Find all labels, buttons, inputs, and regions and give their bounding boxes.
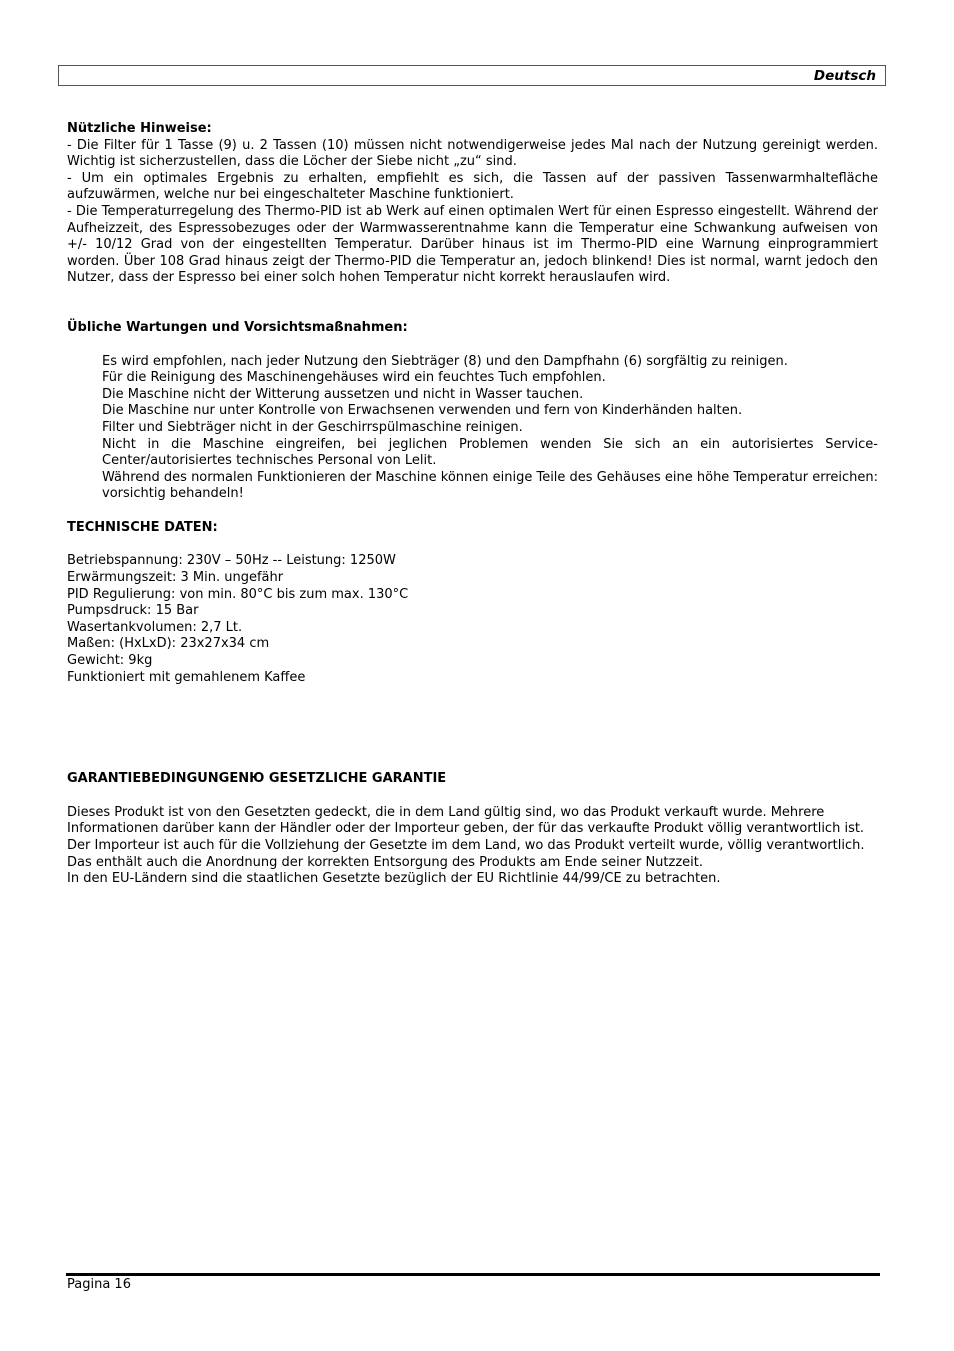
- technical-line: Wasertankvolumen: 2,7 Lt.: [67, 619, 243, 635]
- hints-item: - Um ein optimales Ergebnis zu erhalten, empfiehlt es sich, die Tassen auf der passiven Tassenwarmhaltefläche aufzuwärmen, welche nur bei eingeschalteter Maschine funktioniert.: [67, 170, 878, 203]
- page-header: [58, 65, 886, 86]
- maintenance-item: Während des normalen Funktionieren der Maschine können einige Teile des Gehäuses eine höhe Temperatur erreichen: vorsichtig behandeln!: [102, 469, 878, 502]
- technical-line: Maßen: (HxLxD): 23x27x34 cm: [67, 636, 270, 652]
- technical-line: PID Regulierung: von min. 80°C bis zum max. 130°C: [67, 586, 409, 602]
- warranty-heading: GARANTIEBEDINGUNGENЮ GESETZLICHE GARANTIE: [67, 771, 447, 787]
- maintenance-item: Filter und Siebträger nicht in der Geschirrspülmaschine reinigen.: [102, 419, 523, 435]
- technical-line: Pumpsdruck: 15 Bar: [67, 603, 199, 619]
- page-number: Pagina 16: [67, 1277, 131, 1292]
- maintenance-item: Nicht in die Maschine eingreifen, bei jeglichen Problemen wenden Sie sich an ein autorisiertes Service-Center/autorisiertes technisches Personal von Lelit.: [102, 436, 878, 469]
- technical-heading: TECHNISCHE DATEN:: [67, 519, 218, 535]
- hints-item: - Die Temperaturregelung des Thermo-PID ist ab Werk auf einen optimalen Wert für einen Espresso eingestellt. Während der Aufheizzeit, des Espressobezuges oder der Warmwasserentnahme kann die Temperatur eine Schwankung aufweisen von +/- 10/12 Grad von der eingestellten Temperatur. Darüber hinaus ist im Thermo-PID eine Warnung einprogrammiert worden. Über 108 Grad hinaus zeigt der Thermo-PID die Temperatur an, jedoch blinkend! Dies ist normal, warnt jedoch den Nutzer, dass der Espresso bei einer solch hohen Temperatur nicht korrekt herauslaufen wird.: [67, 203, 878, 286]
- footer-rule: [66, 1273, 880, 1276]
- maintenance-item: Die Maschine nicht der Witterung aussetzen und nicht in Wasser tauchen.: [102, 386, 584, 402]
- technical-line: Funktioniert mit gemahlenem Kaffee: [67, 669, 306, 685]
- technical-line: Erwärmungszeit: 3 Min. ungefähr: [67, 570, 284, 586]
- technical-line: Gewicht: 9kg: [67, 653, 153, 669]
- warranty-paragraph: In den EU-Ländern sind die staatlichen Gesetzte bezüglich der EU Richtlinie 44/99/CE zu betrachten.: [67, 871, 721, 887]
- technical-line: Betriebspannung: 230V – 50Hz -- Leistung: 1250W: [67, 553, 396, 569]
- maintenance-heading: Übliche Wartungen und Vorsichtsmaßnahmen:: [67, 319, 408, 335]
- hints-heading: Nützliche Hinweise:: [67, 121, 212, 136]
- page-content: [67, 121, 878, 888]
- maintenance-item: Die Maschine nur unter Kontrolle von Erwachsenen verwenden und fern von Kinderhänden halten.: [102, 403, 743, 419]
- language-label: Deutsch: [813, 68, 876, 84]
- hints-item: - Die Filter für 1 Tasse (9) u. 2 Tassen (10) müssen nicht notwendigerweise jedes Mal nach der Nutzung gereinigt werden. Wichtig ist sicherzustellen, dass die Löcher der Siebe nicht „zu“ sind.: [67, 137, 878, 170]
- maintenance-item: Es wird empfohlen, nach jeder Nutzung den Siebträger (8) und den Dampfhahn (6) sorgfältig zu reinigen.: [102, 353, 788, 369]
- maintenance-item: Für die Reinigung des Maschinengehäuses wird ein feuchtes Tuch empfohlen.: [102, 370, 606, 386]
- warranty-paragraph: Dieses Produkt ist von den Gesetzten gedeckt, die in dem Land gültig sind, wo das Produkt verkauft wurde. Mehrere Informationen darüber kann der Händler oder der Importeur geben, der für das verkaufte Produkt völlig verantwortlich ist. Der Importeur ist auch für die Vollziehung der Gesetzte im dem Land, wo das Produkt verteilt wurde, völlig verantwortlich. Das enthält auch die Anordnung der korrekten Entsorgung des Produkts am Ende seiner Nutzzeit.: [67, 804, 865, 870]
